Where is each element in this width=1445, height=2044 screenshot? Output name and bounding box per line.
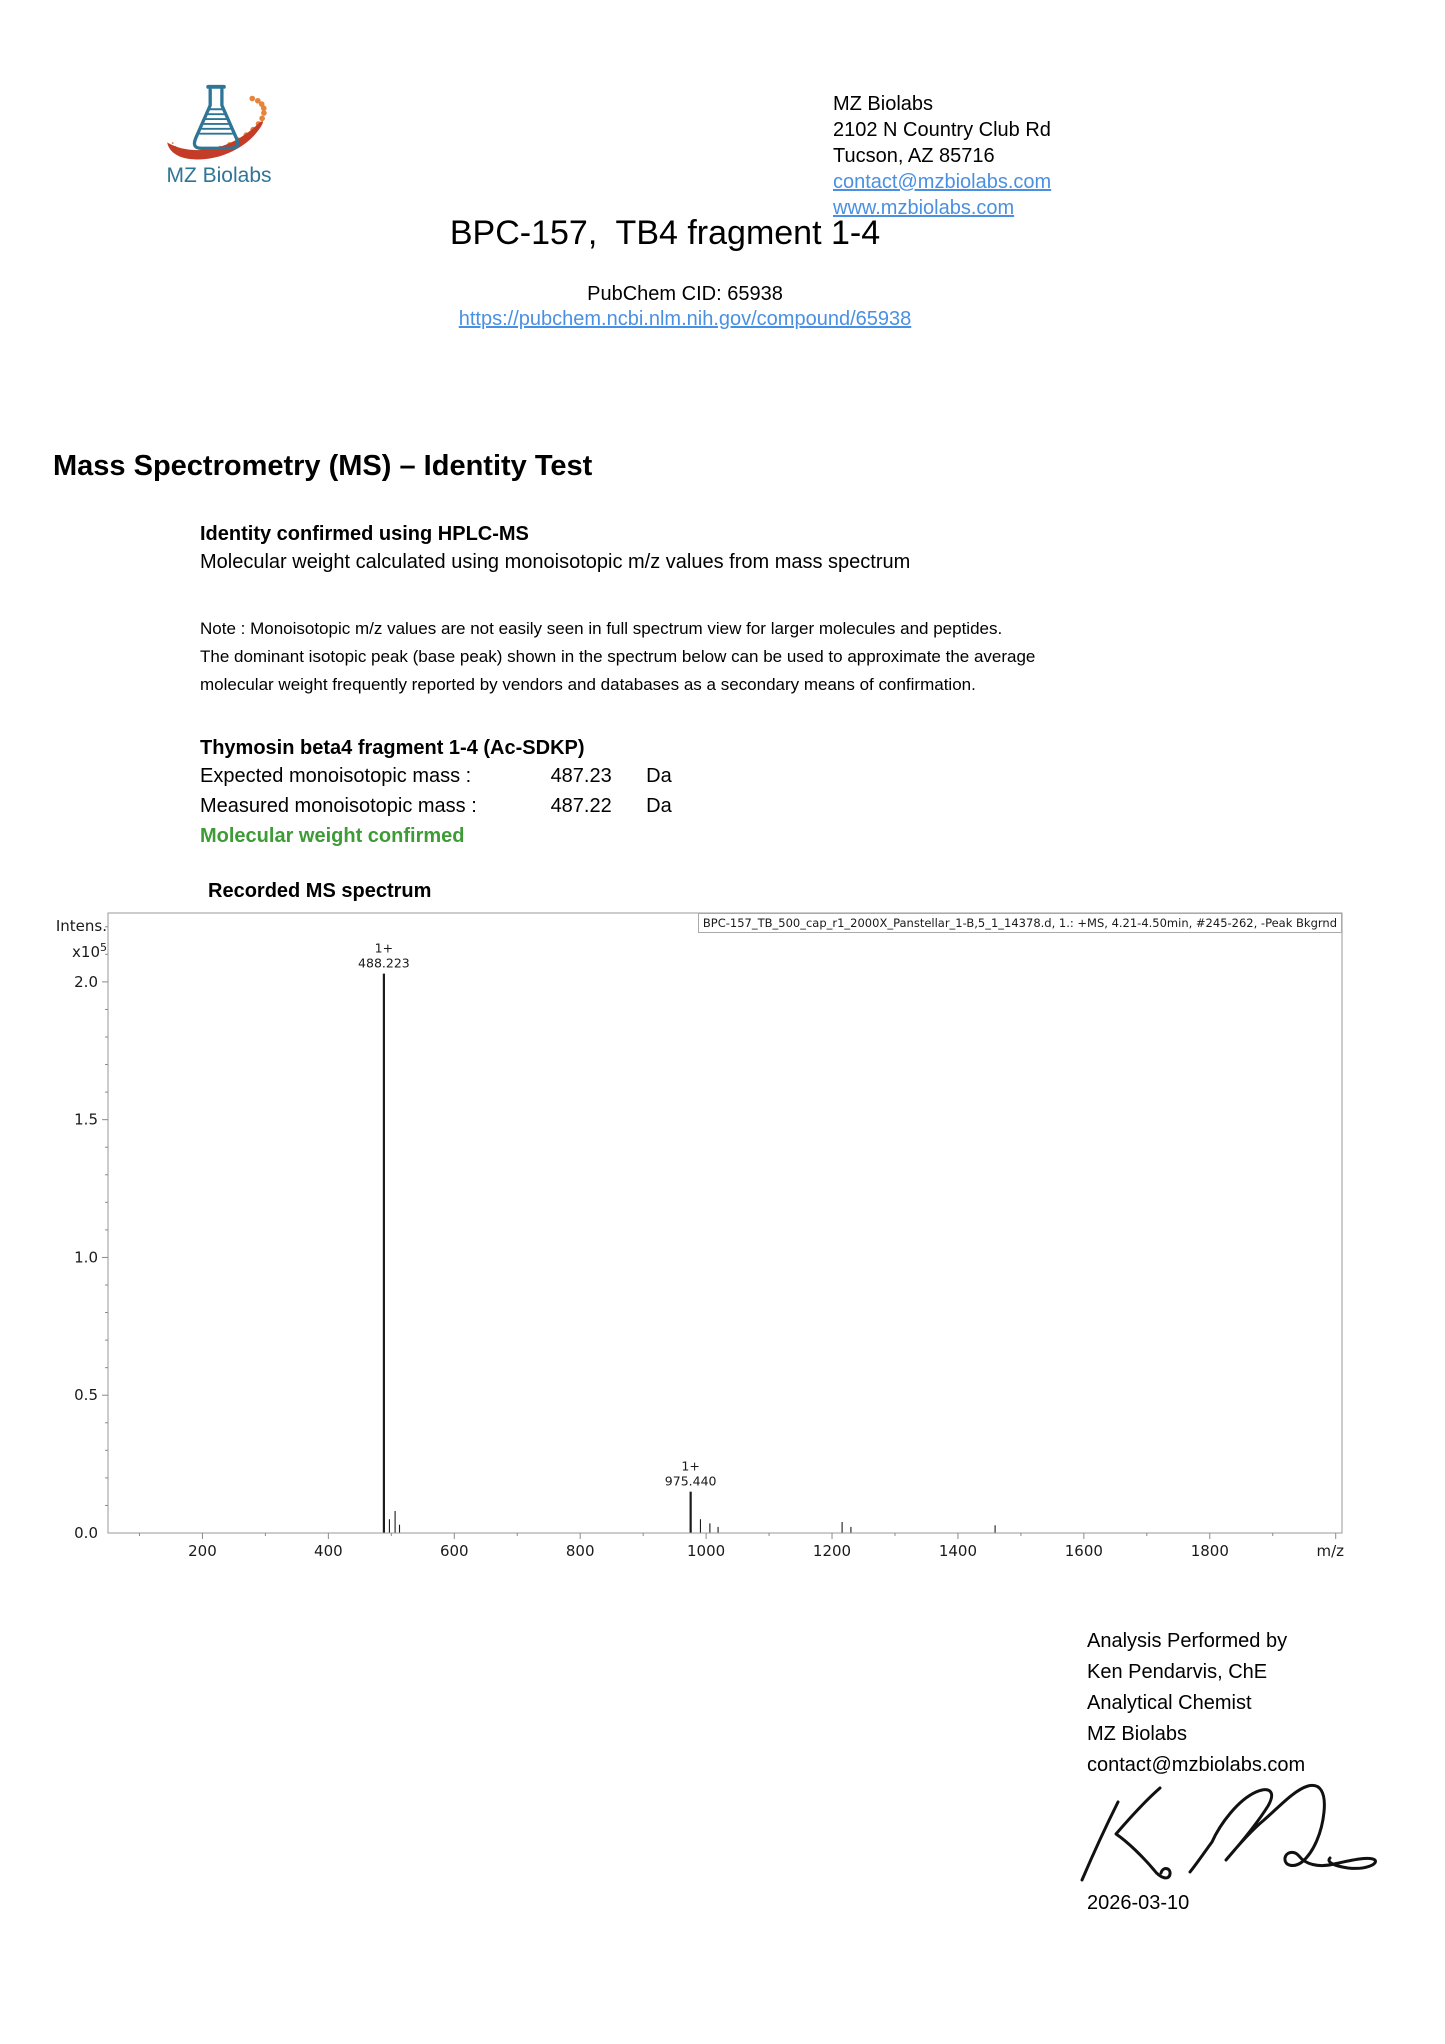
note-paragraph bbox=[200, 615, 1035, 699]
svg-text:200: 200 bbox=[188, 1542, 217, 1560]
logo-swoosh-icon bbox=[167, 121, 263, 159]
svg-text:975.440: 975.440 bbox=[664, 1473, 717, 1489]
expected-mass-value: 487.23 bbox=[550, 765, 612, 787]
svg-text:800: 800 bbox=[565, 1542, 595, 1560]
analyst-line: Analytical Chemist bbox=[1087, 1692, 1252, 1714]
svg-text:0.0: 0.0 bbox=[74, 1524, 98, 1542]
report-date: 2026-03-10 bbox=[1087, 1892, 1190, 1914]
svg-text:m/z: m/z bbox=[1316, 1542, 1344, 1560]
svg-text:1000: 1000 bbox=[687, 1542, 726, 1560]
svg-text:2.0: 2.0 bbox=[74, 972, 98, 991]
company-contact-block bbox=[833, 91, 1051, 221]
spectrum-run-annotation: BPC-157_TB_500_cap_r1_2000X_Panstellar_1-B,5_1_14378.d, 1.: +MS, 4.21-4.50min, #245-262, -Peak Bkgrnd bbox=[698, 913, 1342, 933]
mw-confirmed-badge: Molecular weight confirmed bbox=[200, 825, 465, 847]
svg-text:1.5: 1.5 bbox=[74, 1110, 98, 1129]
expected-mass-label: Expected monoisotopic mass : bbox=[200, 765, 472, 787]
expected-mass-unit: Da bbox=[646, 765, 672, 787]
section-heading: Mass Spectrometry (MS) – Identity Test bbox=[53, 450, 593, 482]
svg-text:1400: 1400 bbox=[938, 1542, 978, 1560]
measured-mass-value: 487.22 bbox=[550, 795, 612, 817]
contact-line: MZ Biolabs bbox=[833, 93, 934, 115]
pubchem-url-link[interactable]: https://pubchem.ncbi.nlm.nih.gov/compound/65938 bbox=[458, 308, 912, 330]
note-line: Note : Monoisotopic m/z values are not easily seen in full spectrum view for larger molecules and peptides. bbox=[200, 619, 1003, 638]
analyst-line: Analysis Performed by bbox=[1087, 1630, 1288, 1652]
note-line: molecular weight frequently reported by vendors and databases as a secondary means of confirmation. bbox=[200, 675, 976, 694]
note-line: The dominant isotopic peak (base peak) shown in the spectrum below can be used to approximate the average bbox=[200, 647, 1036, 666]
svg-text:0.5: 0.5 bbox=[74, 1386, 98, 1405]
analyst-line: Ken Pendarvis, ChE bbox=[1087, 1661, 1268, 1683]
ms-spectrum-plot bbox=[45, 873, 1390, 1578]
contact-line: Tucson, AZ 85716 bbox=[833, 145, 995, 167]
measured-mass-row bbox=[200, 795, 672, 818]
company-website-link[interactable]: www.mzbiolabs.com bbox=[833, 197, 1015, 219]
spectrum-section-heading: Recorded MS spectrum bbox=[208, 880, 432, 902]
measured-mass-unit: Da bbox=[646, 795, 672, 817]
svg-text:400: 400 bbox=[314, 1542, 343, 1560]
mz-biolabs-logo-icon bbox=[158, 80, 278, 162]
y-axis-title: Intens. $x10^5$ bbox=[55, 917, 107, 961]
analyst-line: contact@mzbiolabs.com bbox=[1087, 1754, 1306, 1776]
svg-text:1+: 1+ bbox=[681, 1458, 700, 1474]
analyst-block bbox=[1087, 1626, 1305, 1781]
expected-mass-row bbox=[200, 765, 672, 788]
contact-line: 2102 N Country Club Rd bbox=[833, 119, 1051, 141]
compound-name: Thymosin beta4 fragment 1-4 (Ac-SDKP) bbox=[200, 737, 585, 759]
analyst-signature bbox=[1072, 1778, 1387, 1890]
svg-text:1800: 1800 bbox=[1190, 1542, 1229, 1560]
svg-text:600: 600 bbox=[439, 1542, 469, 1560]
svg-text:1200: 1200 bbox=[812, 1542, 852, 1560]
measured-mass-label: Measured monoisotopic mass : bbox=[200, 795, 477, 817]
svg-text:488.223: 488.223 bbox=[358, 955, 410, 971]
logo-flask-icon bbox=[194, 87, 237, 149]
ms-spectrum-chart bbox=[45, 873, 1390, 1578]
svg-text:1+: 1+ bbox=[374, 940, 394, 956]
identity-confirmed-text: Identity confirmed using HPLC-MS bbox=[200, 523, 529, 545]
pubchem-cid: PubChem CID: 65938 bbox=[587, 283, 783, 305]
logo-brand-text: MZ Biolabs bbox=[166, 164, 272, 187]
svg-text:1.0: 1.0 bbox=[74, 1248, 98, 1267]
contact-email-link[interactable]: contact@mzbiolabs.com bbox=[833, 171, 1052, 193]
analyst-line: MZ Biolabs bbox=[1087, 1723, 1188, 1745]
document-title: BPC-157, TB4 fragment 1-4 bbox=[449, 214, 881, 252]
svg-text:1600: 1600 bbox=[1064, 1542, 1103, 1560]
mw-method-text: Molecular weight calculated using monoisotopic m/z values from mass spectrum bbox=[200, 551, 911, 573]
